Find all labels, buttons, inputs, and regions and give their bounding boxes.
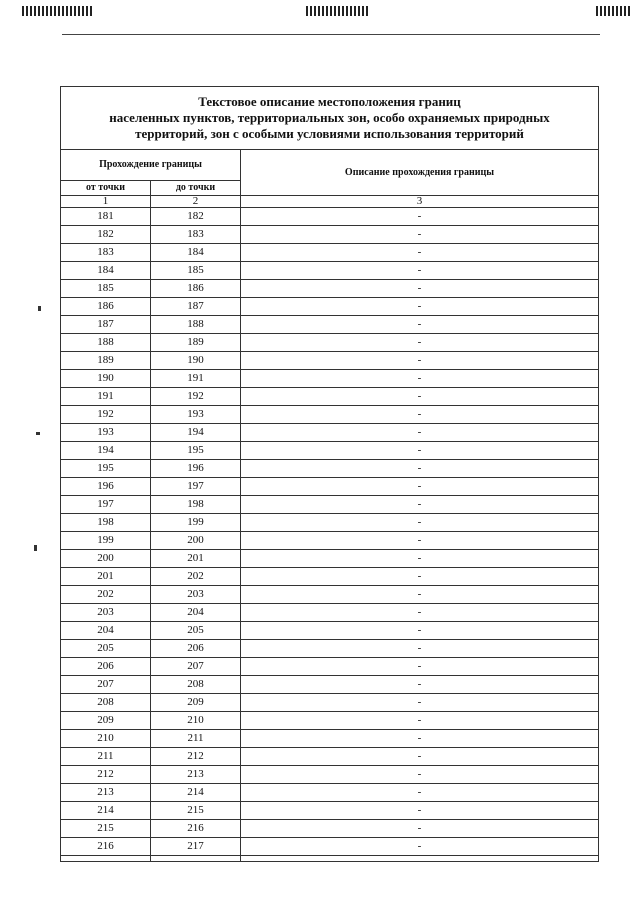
from-point-cell: 189 [61,352,151,370]
from-point-cell: 192 [61,406,151,424]
table-row [61,820,599,838]
title-row [61,87,599,150]
from-point-cell: 191 [61,388,151,406]
to-point-cell: 193 [151,406,241,424]
from-point-cell: 181 [61,208,151,226]
table-row [61,352,599,370]
from-point-cell: 194 [61,442,151,460]
description-cell: - [241,604,599,622]
table-row [61,532,599,550]
description-cell: - [241,208,599,226]
description-cell: - [241,748,599,766]
table-row [61,334,599,352]
to-point-cell: 194 [151,424,241,442]
to-point-cell: 197 [151,478,241,496]
table-row [61,730,599,748]
table-row [61,802,599,820]
from-point-cell: 203 [61,604,151,622]
from-point-cell: 212 [61,766,151,784]
description-cell: - [241,586,599,604]
description-cell: - [241,694,599,712]
description-cell: - [241,244,599,262]
description-cell: - [241,442,599,460]
description-cell: - [241,478,599,496]
to-point-cell: 217 [151,838,241,856]
description-cell: - [241,352,599,370]
from-point-cell: 195 [61,460,151,478]
table-row [61,784,599,802]
to-point-cell: 213 [151,766,241,784]
description-cell: - [241,532,599,550]
column-number: 3 [241,196,599,208]
from-point-cell: 207 [61,676,151,694]
header-to-point: до точки [151,181,241,196]
from-point-cell: 199 [61,532,151,550]
from-point-cell: 182 [61,226,151,244]
from-point-cell: 205 [61,640,151,658]
from-point-cell: 209 [61,712,151,730]
page-top-rule [62,34,600,35]
to-point-cell: 188 [151,316,241,334]
scan-speck [34,545,37,551]
column-number: 2 [151,196,241,208]
table-row [61,370,599,388]
to-point-cell: 195 [151,442,241,460]
header-from-point: от точки [61,181,151,196]
table-row [61,280,599,298]
scan-speck [36,432,40,435]
table-row [61,694,599,712]
from-point-cell: 215 [61,820,151,838]
from-point-cell: 208 [61,694,151,712]
to-point-cell: 183 [151,226,241,244]
empty-cell [241,856,599,862]
to-point-cell: 207 [151,658,241,676]
scan-marker-left [22,6,92,16]
to-point-cell: 200 [151,532,241,550]
description-cell: - [241,316,599,334]
table-row [61,316,599,334]
from-point-cell: 214 [61,802,151,820]
description-cell: - [241,388,599,406]
table-row [61,568,599,586]
to-point-cell: 211 [151,730,241,748]
to-point-cell: 208 [151,676,241,694]
from-point-cell: 187 [61,316,151,334]
description-cell: - [241,514,599,532]
description-cell: - [241,370,599,388]
description-cell: - [241,550,599,568]
scan-speck [38,306,41,311]
table-row [61,658,599,676]
to-point-cell: 216 [151,820,241,838]
description-cell: - [241,784,599,802]
boundary-description-table [60,86,599,862]
from-point-cell: 183 [61,244,151,262]
description-cell: - [241,766,599,784]
to-point-cell: 191 [151,370,241,388]
to-point-cell: 192 [151,388,241,406]
description-cell: - [241,568,599,586]
from-point-cell: 213 [61,784,151,802]
table-row [61,262,599,280]
from-point-cell: 211 [61,748,151,766]
table-row [61,424,599,442]
title-line: Текстовое описание местоположения границ [198,94,461,109]
table-row [61,208,599,226]
table-row [61,712,599,730]
table-row [61,406,599,424]
to-point-cell: 204 [151,604,241,622]
to-point-cell: 196 [151,460,241,478]
from-point-cell: 188 [61,334,151,352]
table-row [61,550,599,568]
to-point-cell: 212 [151,748,241,766]
to-point-cell: 215 [151,802,241,820]
description-cell: - [241,226,599,244]
title-line: населенных пунктов, территориальных зон, особо охраняемых природных [109,110,550,125]
description-cell: - [241,802,599,820]
from-point-cell: 210 [61,730,151,748]
from-point-cell: 204 [61,622,151,640]
description-cell: - [241,712,599,730]
to-point-cell: 203 [151,586,241,604]
description-cell: - [241,676,599,694]
scan-marker-center [306,6,368,16]
table-row-partial [61,856,599,862]
to-point-cell: 184 [151,244,241,262]
to-point-cell: 186 [151,280,241,298]
to-point-cell: 189 [151,334,241,352]
to-point-cell: 210 [151,712,241,730]
from-point-cell: 185 [61,280,151,298]
to-point-cell: 202 [151,568,241,586]
description-cell: - [241,658,599,676]
from-point-cell: 201 [61,568,151,586]
description-cell: - [241,640,599,658]
description-cell: - [241,424,599,442]
scan-marker-right [596,6,632,16]
from-point-cell: 197 [61,496,151,514]
table-row [61,622,599,640]
table-row [61,442,599,460]
description-cell: - [241,460,599,478]
description-cell: - [241,280,599,298]
to-point-cell: 205 [151,622,241,640]
table-row [61,244,599,262]
table-row [61,676,599,694]
table-row [61,496,599,514]
table-row [61,586,599,604]
description-cell: - [241,334,599,352]
from-point-cell: 184 [61,262,151,280]
to-point-cell: 214 [151,784,241,802]
table-row [61,766,599,784]
table-row [61,298,599,316]
document-title [61,87,599,150]
to-point-cell: 198 [151,496,241,514]
description-cell: - [241,496,599,514]
description-cell: - [241,730,599,748]
to-point-cell: 190 [151,352,241,370]
title-line: территорий, зон с особыми условиями использования территорий [135,126,524,141]
from-point-cell: 202 [61,586,151,604]
to-point-cell: 185 [151,262,241,280]
table-row [61,226,599,244]
table-row [61,514,599,532]
header-description: Описание прохождения границы [241,150,599,196]
column-number: 1 [61,196,151,208]
description-cell: - [241,298,599,316]
from-point-cell: 206 [61,658,151,676]
to-point-cell: 206 [151,640,241,658]
description-cell: - [241,838,599,856]
table-row [61,478,599,496]
from-point-cell: 196 [61,478,151,496]
table-row [61,640,599,658]
to-point-cell: 199 [151,514,241,532]
table-row [61,748,599,766]
table-row [61,604,599,622]
to-point-cell: 209 [151,694,241,712]
description-cell: - [241,622,599,640]
empty-cell [151,856,241,862]
to-point-cell: 201 [151,550,241,568]
table-row [61,388,599,406]
from-point-cell: 198 [61,514,151,532]
header-boundary-passage: Прохождение границы [61,150,241,181]
description-cell: - [241,262,599,280]
to-point-cell: 187 [151,298,241,316]
column-number-row [61,196,599,208]
description-cell: - [241,406,599,424]
description-cell: - [241,820,599,838]
table-row [61,460,599,478]
empty-cell [61,856,151,862]
from-point-cell: 190 [61,370,151,388]
header-row [61,150,599,181]
from-point-cell: 216 [61,838,151,856]
from-point-cell: 186 [61,298,151,316]
from-point-cell: 200 [61,550,151,568]
table-row [61,838,599,856]
from-point-cell: 193 [61,424,151,442]
to-point-cell: 182 [151,208,241,226]
